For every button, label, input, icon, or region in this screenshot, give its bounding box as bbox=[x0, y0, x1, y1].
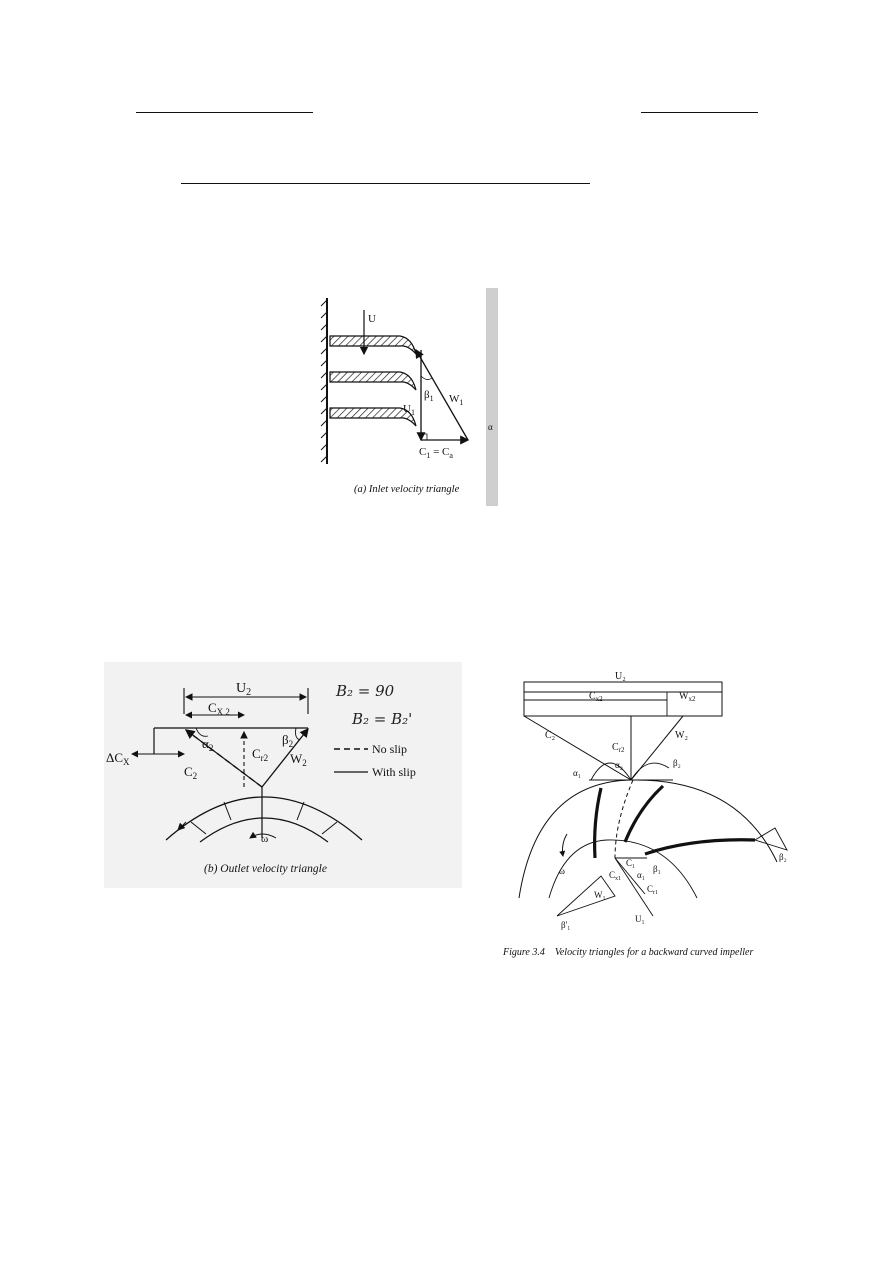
c2-label: C₂ bbox=[545, 730, 556, 741]
cr1-label: $C_{r1}$ bbox=[647, 884, 659, 896]
beta2-label: $\beta_2$ bbox=[282, 732, 294, 749]
scan-edge-shade bbox=[486, 288, 498, 506]
u-label: U bbox=[368, 313, 376, 325]
cr2-label: $C_{r2}$ bbox=[252, 746, 269, 763]
backward-curved-impeller-figure bbox=[497, 662, 799, 962]
beta2b-label: β₂ bbox=[779, 852, 787, 862]
beta1-arc bbox=[421, 376, 432, 380]
beta2-label: β₂ bbox=[673, 758, 681, 768]
alpha2-arc bbox=[591, 763, 631, 780]
beta2-wedge bbox=[755, 828, 787, 850]
u1-label: U₁ bbox=[635, 914, 645, 924]
outlet-triangle-svg bbox=[104, 662, 462, 888]
blade-1 bbox=[595, 788, 601, 858]
wx2-bar-label: $W_{x2}$ bbox=[679, 691, 696, 703]
handwritten-note-line2: B₂ = B₂' bbox=[352, 710, 413, 728]
omega-label: ω bbox=[261, 833, 269, 845]
cx1-label: $C_{x1}$ bbox=[609, 870, 622, 882]
beta1-label: $\beta_1$ bbox=[424, 389, 434, 403]
rotation-arrow bbox=[563, 834, 568, 856]
delta-cx-label: $\Delta C_X$ bbox=[106, 750, 130, 767]
cx2-label: $C_{X 2}$ bbox=[208, 700, 230, 717]
legend-no-slip: No slip bbox=[372, 742, 408, 756]
header-rule-right bbox=[641, 112, 758, 113]
alpha-small-label: α₁ bbox=[573, 768, 581, 778]
handwritten-note-line1: B₂ = 90 bbox=[336, 682, 395, 700]
alpha1-label: α₁ bbox=[637, 870, 645, 880]
w2-label: $W_2$ bbox=[290, 751, 307, 768]
impeller-svg bbox=[497, 662, 799, 962]
w1-label: W₁ bbox=[594, 890, 606, 900]
inlet-caption: (a) Inlet velocity triangle bbox=[354, 484, 460, 495]
u2-label: $U_2$ bbox=[236, 681, 252, 698]
blade-1 bbox=[330, 336, 416, 354]
alpha2-label: $\alpha_2$ bbox=[202, 736, 214, 753]
c2-label: $C_2$ bbox=[184, 764, 198, 781]
u1-label: $U_1$ bbox=[403, 403, 415, 417]
inlet-velocity-triangle-figure bbox=[318, 288, 498, 506]
impeller-caption: Figure 3.4 Velocity triangles for a backward curved impeller bbox=[503, 947, 754, 958]
c1-label: $C_1 = C_a$ bbox=[419, 446, 453, 460]
blade-3 bbox=[645, 840, 755, 854]
u2-bar-label: U₂ bbox=[615, 671, 626, 682]
outlet-velocity-triangle-figure bbox=[104, 662, 462, 888]
w1-label: $W_1$ bbox=[449, 393, 464, 407]
beta2-arc bbox=[631, 763, 669, 780]
blade-2 bbox=[330, 372, 416, 390]
section-title-underline bbox=[181, 183, 590, 184]
w1-wedge bbox=[557, 876, 615, 916]
alpha-edge-label: α bbox=[488, 422, 493, 432]
right-angle-mark bbox=[421, 434, 427, 440]
w2-label: W₂ bbox=[675, 730, 688, 741]
cr2-label: $C_{r2}$ bbox=[612, 742, 625, 754]
beta1b-label: β'₁ bbox=[561, 920, 571, 930]
inlet-triangle-svg bbox=[318, 288, 498, 506]
cx2-bar-label: $C_{x2}$ bbox=[589, 691, 603, 703]
beta1-label: β₁ bbox=[653, 864, 661, 874]
dashed-flow-line bbox=[615, 780, 633, 858]
legend-with-slip: With slip bbox=[372, 765, 416, 779]
blade-2 bbox=[625, 786, 663, 842]
alpha2-label: α₂ bbox=[615, 760, 623, 770]
c1-label: C₁ bbox=[626, 858, 636, 868]
omega-label: ω bbox=[559, 866, 565, 876]
impeller-inner-circle bbox=[549, 840, 697, 898]
header-rule-left bbox=[136, 112, 313, 113]
outlet-caption: (b) Outlet velocity triangle bbox=[204, 863, 327, 875]
